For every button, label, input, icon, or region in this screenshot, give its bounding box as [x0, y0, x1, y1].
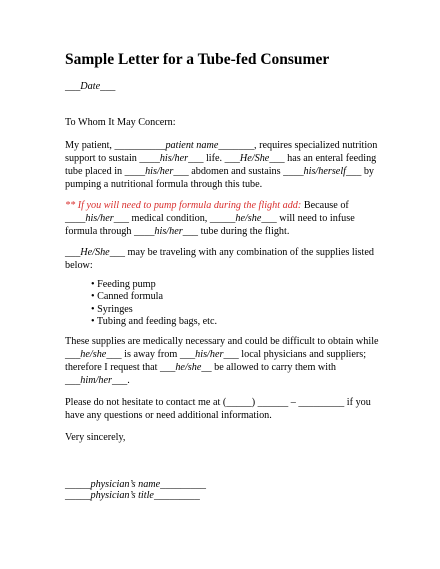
text: ___ abdomen and sustains ____: [173, 166, 304, 177]
text: therefore I request that ___: [65, 362, 176, 373]
pronoun-placeholder: his/her: [154, 226, 183, 237]
p4-line-3: [65, 361, 336, 374]
flight-note: ** If you will need to pump formula during the flight add:: [65, 200, 302, 211]
text: ___ has an enteral feeding: [269, 153, 377, 164]
patient-name-placeholder: patient name: [165, 140, 219, 151]
signature-title-line: [65, 489, 200, 502]
p4-line-1: These supplies are medically necessary and could be difficult to obtain while: [65, 336, 379, 347]
physician-name-placeholder: physician’s name: [90, 479, 161, 490]
text: __ be allowed to carry them with: [201, 362, 337, 373]
blank: ___: [100, 81, 116, 92]
supplies-list: [91, 279, 217, 328]
text: ____: [65, 213, 86, 224]
pronoun-placeholder: his/her: [195, 349, 224, 360]
document-title: Sample Letter for a Tube-fed Consumer: [65, 51, 330, 68]
physician-title-placeholder: physician’s title: [90, 490, 154, 501]
date-line: [65, 80, 115, 93]
pronoun-placeholder: He/She: [80, 247, 110, 258]
list-item: • Tubing and feeding bags, etc.: [91, 315, 218, 327]
text: ___: [65, 349, 81, 360]
p1-line-2: [65, 152, 376, 165]
closing: Very sincerely,: [65, 432, 126, 443]
pronoun-placeholder: his/her: [159, 153, 189, 164]
blank: _________: [153, 490, 200, 501]
pronoun-placeholder: his/her: [145, 166, 174, 177]
pronoun-placeholder: he/she: [235, 213, 262, 224]
text: ___ local physicians and suppliers;: [223, 349, 367, 360]
text: ___ life. ___: [188, 153, 240, 164]
text: _______, requires specialized nutrition: [218, 140, 378, 151]
pronoun-placeholder: he/she: [175, 362, 202, 373]
blank: _________: [160, 479, 207, 490]
text: ___ may be traveling with any combination of the supplies listed: [109, 247, 374, 258]
pronoun-placeholder: his/herself: [303, 166, 346, 177]
text: Because of: [301, 200, 349, 211]
p2-line-1: [65, 199, 349, 212]
pronoun-placeholder: his/her: [85, 213, 114, 224]
text: ___: [65, 247, 81, 258]
text: ___ is away from ___: [106, 349, 196, 360]
pronoun-placeholder: He/She: [239, 153, 270, 164]
text: formula through ____: [65, 226, 155, 237]
p1-line-3: [65, 165, 374, 178]
p2-line-2: [65, 212, 355, 225]
text: My patient, __________: [65, 140, 166, 151]
p5-line-1: Please do not hesitate to contact me at (_____) ______ – _________ if you: [65, 397, 371, 408]
list-item: • Syringes: [91, 303, 133, 315]
p4-line-4: [65, 374, 130, 387]
text: tube placed in ____: [65, 166, 146, 177]
salutation: To Whom It May Concern:: [65, 117, 176, 128]
blank: _____: [65, 490, 91, 501]
text: ___ will need to infuse: [261, 213, 355, 224]
p3-line-1: [65, 246, 374, 259]
p3-line-2: below:: [65, 260, 93, 271]
p5-line-2: have any questions or need additional information.: [65, 410, 272, 421]
text: ___ tube during the flight.: [182, 226, 290, 237]
list-item: • Feeding pump: [91, 279, 156, 290]
text: ___ medical condition, _____: [113, 213, 236, 224]
pronoun-placeholder: him/her: [80, 375, 112, 386]
p4-line-2: [65, 348, 366, 361]
pronoun-placeholder: he/she: [80, 349, 107, 360]
text: ___ by: [346, 166, 375, 177]
p2-line-3: [65, 225, 289, 238]
blank: _____: [65, 479, 91, 490]
text: ___.: [111, 375, 130, 386]
p1-line-1: [65, 139, 377, 152]
text: support to sustain ____: [65, 153, 160, 164]
text: ___: [65, 375, 81, 386]
blank: ___: [65, 81, 81, 92]
date-placeholder: Date: [80, 81, 101, 92]
list-item: • Canned formula: [91, 291, 164, 303]
p1-line-4: pumping a nutritional formula through this tube.: [65, 179, 263, 190]
